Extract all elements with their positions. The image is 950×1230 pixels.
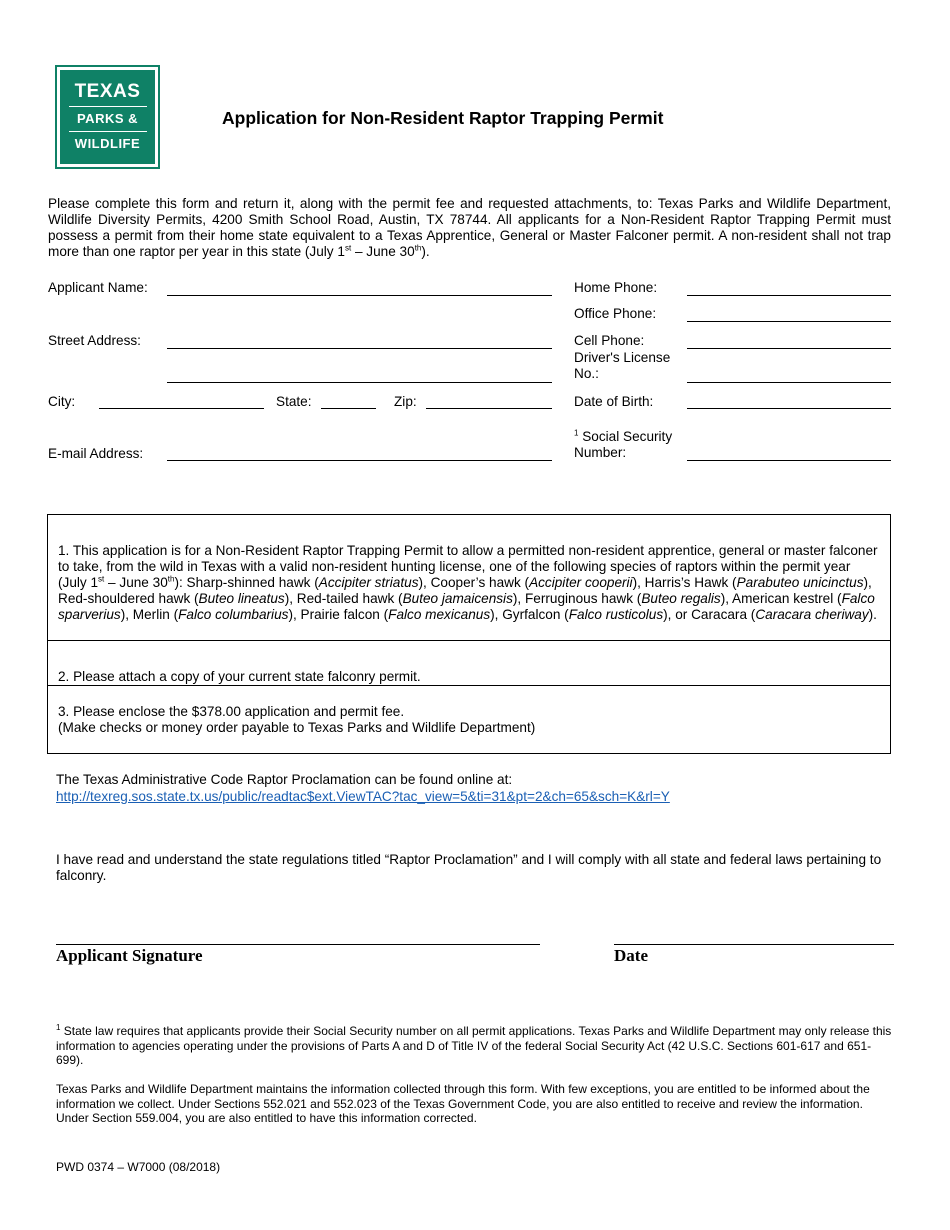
zip-field[interactable] (426, 408, 552, 409)
ssn-field[interactable] (687, 460, 891, 461)
date-label: Date (614, 946, 648, 965)
office-phone-label: Office Phone: (574, 306, 657, 321)
street-address-label: Street Address: (48, 333, 141, 348)
city-field[interactable] (99, 408, 264, 409)
state-field[interactable] (321, 408, 376, 409)
date-of-birth-field[interactable] (687, 408, 891, 409)
applicant-signature-field[interactable] (56, 944, 540, 945)
intro-paragraph: Please complete this form and return it, along with the permit fee and requested attachments, to: Texas Parks and Wildlife Department, Wildlife Diversity Permits, 4200 Smith School Road, Austin, TX 78744. All applicants for a Non-Resident Raptor Trapping Permit must possess a permit from their home state equivalent to a Texas Apprentice, General or Master Falconer permit. A non-resident shall not trap more than one raptor per year in this state (July 1st – June 30th). (48, 196, 891, 259)
date-field[interactable] (614, 944, 894, 945)
logo-line-3: WILDLIFE (74, 136, 141, 151)
office-phone-field[interactable] (687, 321, 891, 322)
page-title: Application for Non-Resident Raptor Trapping Permit (222, 108, 664, 128)
instructions-divider-2 (48, 685, 890, 686)
zip-label: Zip: (394, 394, 417, 409)
tpwd-logo (55, 65, 160, 169)
tac-section (56, 771, 670, 805)
tac-link[interactable]: http://texreg.sos.state.tx.us/public/readtac$ext.ViewTAC?tac_view=5&ti=31&pt=2&ch=65&sch=K&rl=Y (56, 789, 670, 804)
agreement-statement: I have read and understand the state regulations titled “Raptor Proclamation” and I will comply with all state and federal laws pertaining to falconry. (56, 852, 882, 883)
cell-phone-label: Cell Phone: (574, 333, 645, 348)
tac-text: The Texas Administrative Code Raptor Proclamation can be found online at: (56, 772, 513, 787)
applicant-name-label: Applicant Name: (48, 280, 148, 295)
instruction-item-1: 1. This application is for a Non-Resident Raptor Trapping Permit to allow a permitted non-resident apprentice, general or master falconer to take, from the wild in Texas with a valid non-resident hunting license, one of the following species of raptors within the permit year (July 1st – June 30th): Sharp-shinned hawk (Accipiter striatus), Cooper’s hawk (Accipiter cooperii), Harris’s Hawk (Parabuteo unicinctus), Red-shouldered hawk (Buteo lineatus), Red-tailed hawk (Buteo jamaicensis), Ferruginous hawk (Buteo regalis), American kestrel (Falco sparverius), Merlin (Falco columbarius), Prairie falcon (Falco mexicanus), Gyrfalcon (Falco rusticolus), or Caracara (Caracara cheriway). (58, 543, 878, 622)
instructions-divider-1 (48, 640, 890, 641)
home-phone-label: Home Phone: (574, 280, 658, 295)
drivers-license-field[interactable] (687, 382, 891, 383)
email-field[interactable] (167, 460, 552, 461)
applicant-name-field[interactable] (167, 295, 552, 296)
state-label: State: (276, 394, 312, 409)
applicant-signature-label: Applicant Signature (56, 946, 203, 965)
street-address-field-2[interactable] (167, 382, 552, 383)
city-label: City: (48, 394, 76, 409)
email-label: E-mail Address: (48, 446, 144, 461)
date-of-birth-label: Date of Birth: (574, 394, 654, 409)
form-number: PWD 0374 – W7000 (08/2018) (56, 1160, 221, 1174)
cell-phone-field[interactable] (687, 348, 891, 349)
ssn-footnote: $^1$ State law requires that applicants provide their Social Security number on all permit applications. Texas Parks and Wildlife Department may only release this information to agencies operating under the provisions of Parts A and D of Title IV of the federal Social Security Act (42 U.S.C. Sections 601-617 and 651-699). (56, 1023, 892, 1067)
home-phone-field[interactable] (687, 295, 891, 296)
logo-line-2: PARKS & (76, 111, 139, 126)
drivers-license-label: Driver's License No.: (574, 350, 671, 381)
instruction-item-3: 3. Please enclose the $378.00 application and permit fee. (Make checks or money order payable to Texas Parks and Wildlife Department) (58, 704, 536, 735)
instruction-item-2: 2. Please attach a copy of your current state falconry permit. (58, 669, 421, 684)
instructions-box (47, 514, 891, 754)
privacy-notice: Texas Parks and Wildlife Department maintains the information collected through this form. With few exceptions, you are entitled to be informed about the information we collect. Under Sections 552.021 and 552.023 of the Texas Government Code, you are also entitled to receive and review the information. Under Section 559.004, you are also entitled to have this information corrected. (56, 1082, 870, 1125)
logo-line-1: TEXAS (74, 81, 141, 102)
street-address-field-1[interactable] (167, 348, 552, 349)
ssn-label: $^1$ Social Security Number: (574, 428, 673, 460)
